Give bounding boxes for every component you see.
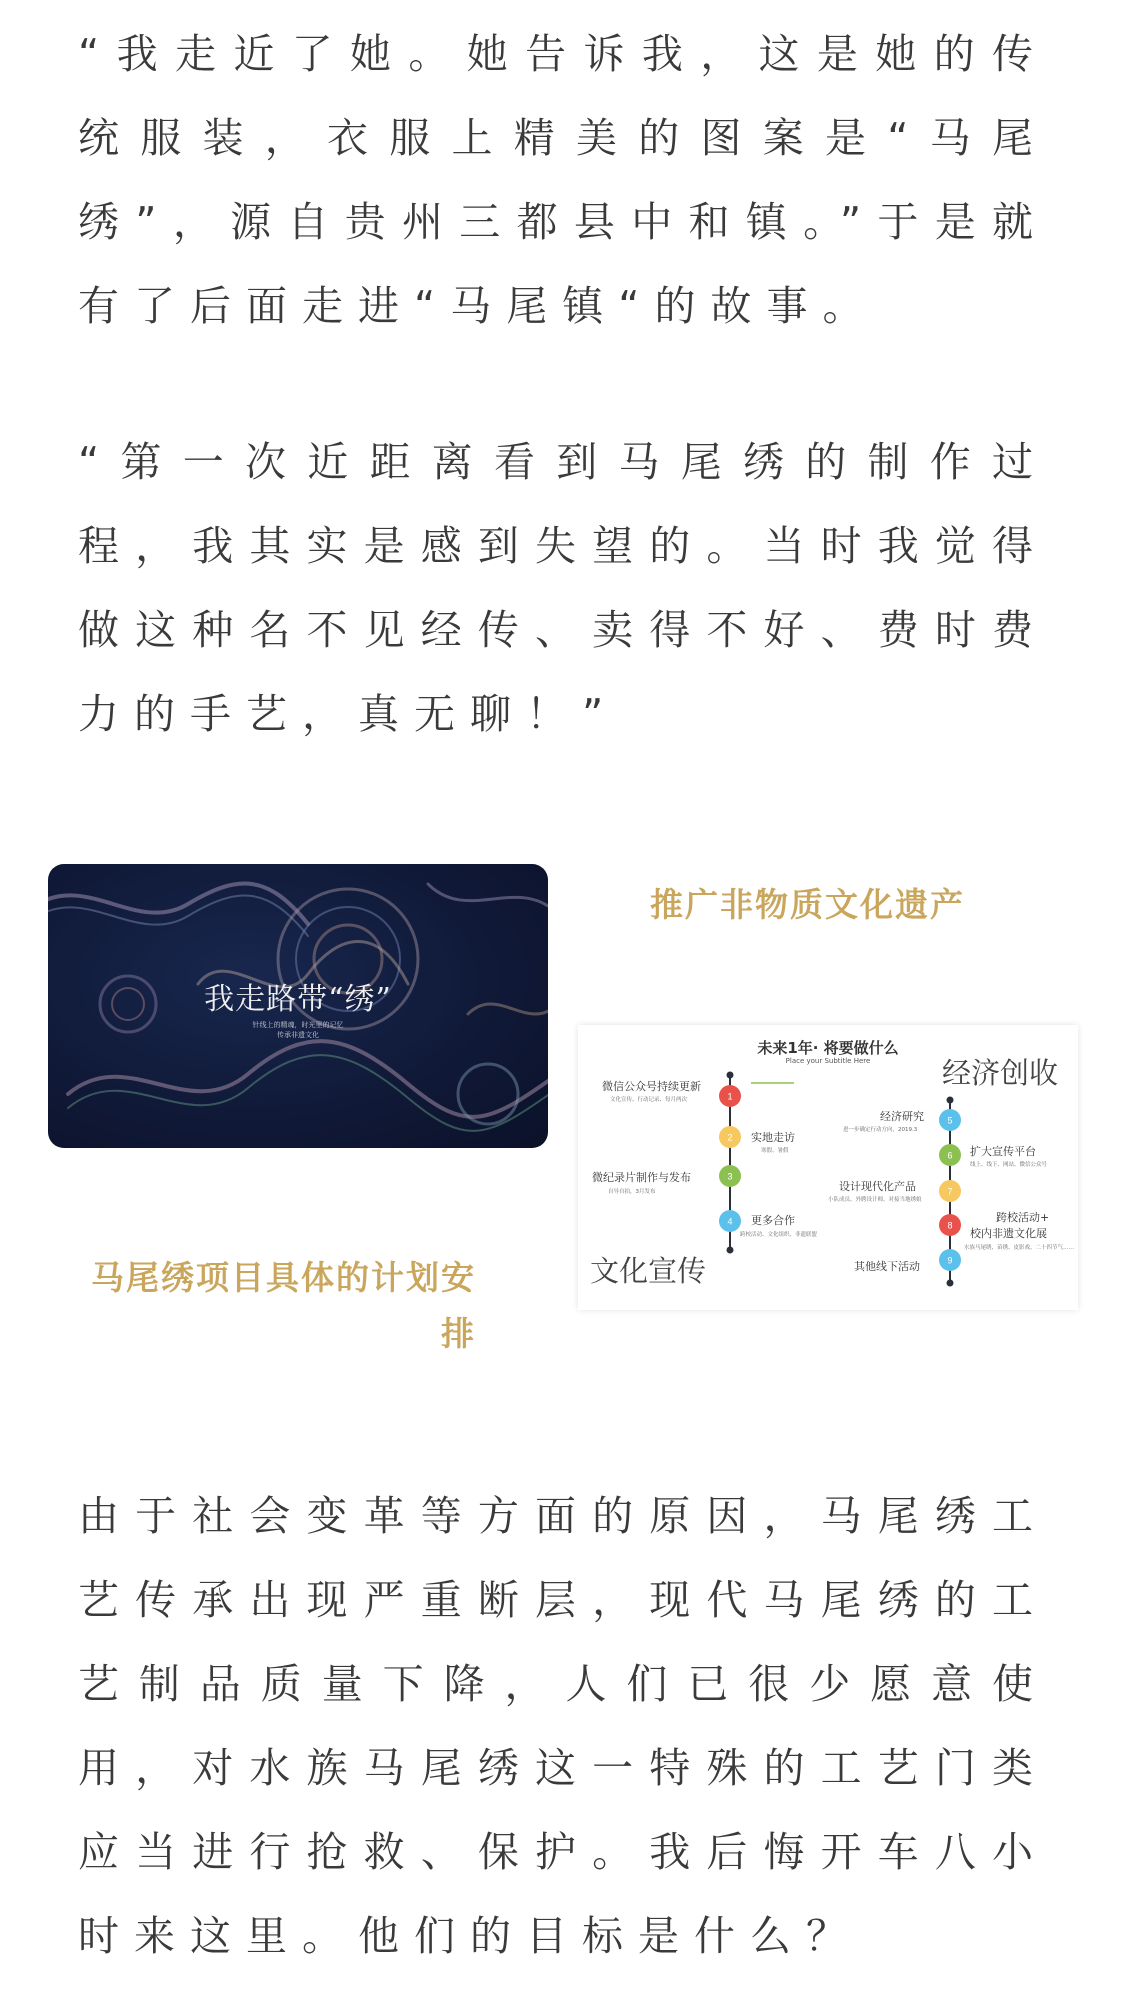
timeline-step-8-number: 8 <box>947 1220 953 1231</box>
slide-title: 未来1年· 将要做什么 <box>757 1039 899 1057</box>
item-7-label: 设计现代化产品 <box>839 1180 916 1193</box>
caption-project-plan: 马尾绣项目具体的计划安排 <box>91 1258 476 1353</box>
photo-title: 我走路带“绣” <box>204 982 392 1017</box>
timeline-left-end <box>727 1247 734 1254</box>
item-3-note: 自导自拍，3月发布 <box>608 1189 656 1195</box>
timeline-step-9-number: 9 <box>947 1255 953 1266</box>
caption-promote-heritage: 推广非物质文化遗产 <box>650 885 965 924</box>
timeline-step-2-number: 2 <box>727 1132 733 1143</box>
label-culture-promotion: 文化宣传 <box>590 1254 707 1288</box>
item-1-label: 微信公众号持续更新 <box>602 1080 701 1093</box>
timeline-right-start <box>947 1097 954 1104</box>
item-4-label: 更多合作 <box>751 1214 795 1227</box>
timeline-step-4-number: 4 <box>727 1216 733 1227</box>
paragraph-first-impression: “第一次近距离看到马尾绣的制作过程，我其实是感到失望的。当时我觉得做这种名不见经传、卖得不好、费时费力的手艺，真无聊！” <box>78 438 1048 738</box>
label-economic-income: 经济创收 <box>942 1056 1059 1090</box>
item-1-note: 文化宣传、行动记录、每月两次 <box>610 1097 688 1103</box>
item-6-note: 线上、线下、网站、微信公众号 <box>970 1162 1048 1168</box>
plan-slide <box>578 1025 1078 1310</box>
item-2-label: 实地走访 <box>751 1131 795 1144</box>
item-3-label: 微纪录片制作与发布 <box>592 1171 691 1184</box>
timeline-step-1-number: 1 <box>727 1091 733 1102</box>
timeline-step-7-number: 7 <box>947 1186 953 1197</box>
item-5-label: 经济研究 <box>880 1110 924 1123</box>
paragraph-craft-decline: 由于社会变革等方面的原因，马尾绣工艺传承出现严重断层，现代马尾绣的工艺制品质量下降，人们已很少愿意使用，对水族马尾绣这一特殊的工艺门类应当进行抢救、保护。我后悔开车八小时来这里。他们的目标是什么？ <box>78 1492 1048 1960</box>
item-4-note: 跨校活动、文化组织、非遗联盟 <box>740 1232 818 1238</box>
item-2-note: 寒假、暑假 <box>761 1148 789 1154</box>
item-6-label: 扩大宣传平台 <box>970 1145 1036 1158</box>
slide-subtitle: Place your Subtitle Here <box>785 1057 871 1065</box>
photo-subtitle-line1: 针线上的精魂，时光里的记忆 <box>252 1021 344 1029</box>
photo-subtitle <box>48 1020 548 1040</box>
photo-subtitle-line2: 传承非遗文化 <box>277 1031 319 1039</box>
item-9-label: 其他线下活动 <box>854 1260 920 1273</box>
item-8-label: 跨校活动+ <box>996 1211 1050 1224</box>
item-5-note: 进一步确定行动方向，2019.3 <box>843 1127 918 1133</box>
timeline-right-end <box>947 1280 954 1287</box>
paragraph-intro: “我走近了她。她告诉我，这是她的传统服装，衣服上精美的图案是“马尾绣”，源自贵州三都县中和镇。”于是就有了后面走进“马尾镇“的故事。 <box>78 30 1048 330</box>
embroidery-photo <box>48 864 548 1148</box>
item-8-label-line2: 校内非遗文化展 <box>970 1227 1047 1240</box>
timeline-left-start <box>727 1072 734 1079</box>
timeline-step-5-number: 5 <box>947 1115 953 1126</box>
item-7-note: 小队成员、外聘设计师、对接当地绣娘 <box>828 1197 922 1203</box>
timeline-step-3-number: 3 <box>727 1171 733 1182</box>
timeline-step-6-number: 6 <box>947 1150 953 1161</box>
item-8-note: 水族马尾绣、苗绣、皮影戏、二十四节气…… <box>964 1245 1075 1251</box>
